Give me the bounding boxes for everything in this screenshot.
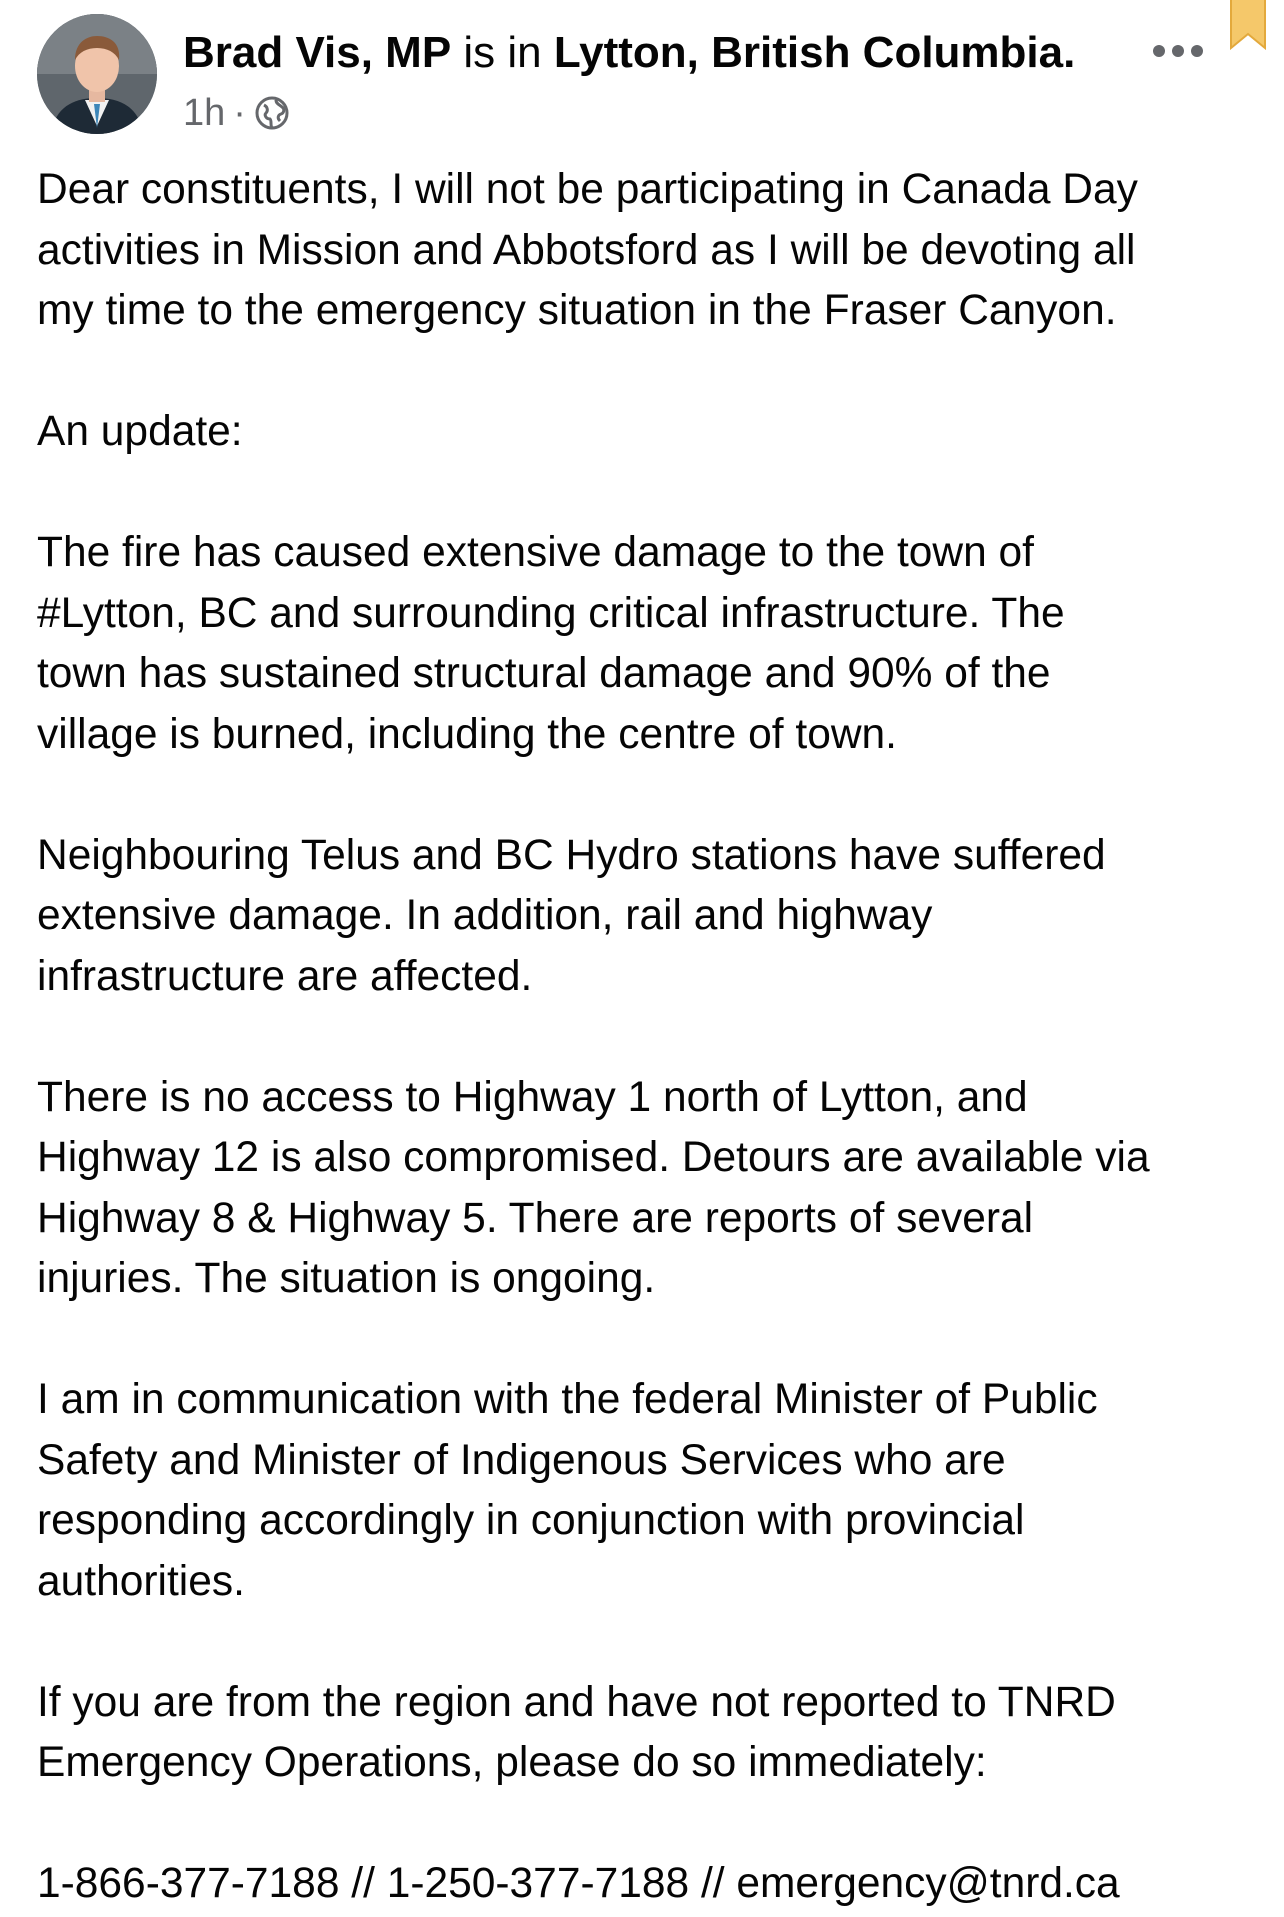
author-line	[183, 26, 1075, 80]
is-in-text: is in	[451, 28, 554, 77]
globe-icon[interactable]	[254, 95, 290, 131]
timestamp-link[interactable]: 1h	[183, 92, 226, 134]
post-header	[37, 14, 1267, 144]
location-link[interactable]: Lytton, British Columbia.	[553, 28, 1076, 77]
author-avatar[interactable]	[37, 14, 157, 134]
post-paragraph: There is no access to Highway 1 north of Lytton, and Highway 12 is also compromised. Detours are available via Highway 8 & Highway 5. There are reports of several injuries. The situation is ongoing.	[37, 1073, 1150, 1302]
bookmark-icon[interactable]	[1229, 0, 1267, 50]
post-paragraph: Neighbouring Telus and BC Hydro stations have suffered extensive damage. In addition, rail and highway infrastructure are affected.	[37, 831, 1106, 1000]
post-paragraph	[37, 523, 1267, 765]
post-paragraph-text: The fire has caused extensive damage to the town of #Lytton, BC and surrounding critical infrastructure. The town has sustained structural damage and 90% of the village is burned, including the centre of town.	[37, 529, 1065, 758]
contact-line[interactable]: 1-866-377-7188 // 1-250-377-7188 // emergency@tnrd.ca	[37, 1860, 1120, 1907]
author-name-link[interactable]: Brad Vis, MP	[183, 28, 452, 77]
meta-separator: ·	[233, 92, 246, 134]
post-meta	[183, 90, 290, 136]
post-paragraph: If you are from the region and have not reported to TNRD Emergency Operations, please do so immediately:	[37, 1678, 1116, 1786]
avatar-portrait-icon	[37, 14, 157, 134]
more-horizontal-icon[interactable]	[1151, 40, 1205, 62]
post-paragraph: I am in communication with the federal Minister of Public Safety and Minister of Indigenous Services who are responding accordingly in conjunction with provincial authorities.	[37, 1376, 1098, 1605]
post-paragraph: An update:	[37, 408, 243, 455]
post-body	[37, 160, 1267, 1915]
post-paragraph: Dear constituents, I will not be participating in Canada Day activities in Mission and Abbotsford as I will be devoting all my time to the emergency situation in the Fraser Canyon.	[37, 166, 1138, 334]
